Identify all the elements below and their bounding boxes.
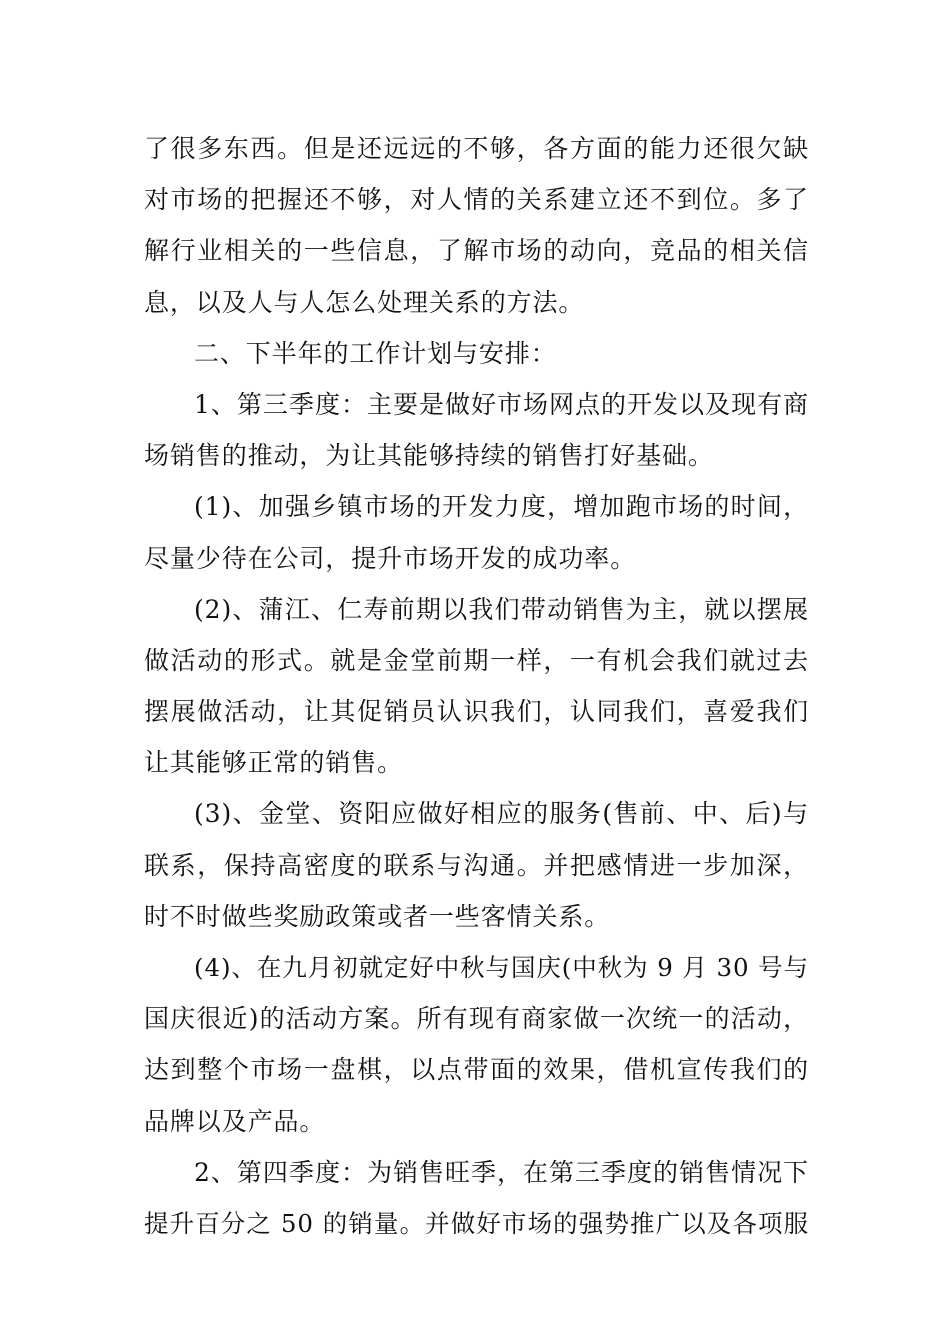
- text-line: 息，以及人与人怎么处理关系的方法。: [144, 287, 585, 317]
- text-line: 场销售的推动，为让其能够持续的销售打好基础。: [144, 441, 714, 471]
- text-line: (1)、加强乡镇市场的开发力度，增加跑市场的时间，: [194, 492, 809, 522]
- text-line: 品牌以及产品。: [144, 1106, 326, 1136]
- text-line: 解行业相关的一些信息，了解市场的动向，竞品的相关信: [144, 236, 809, 266]
- text-line: 尽量少待在公司，提升市场开发的成功率。: [144, 543, 637, 573]
- text-line: 达到整个市场一盘棋，以点带面的效果，借机宣传我们的: [144, 1055, 809, 1085]
- text-line: 摆展做活动，让其促销员认识我们，认同我们，喜爱我们: [144, 697, 809, 727]
- text-line: 提升百分之 50 的销量。并做好市场的强势推广以及各项服: [144, 1208, 809, 1238]
- document-body: [144, 123, 809, 1249]
- text-line: 做活动的形式。就是金堂前期一样，一有机会我们就过去: [144, 645, 809, 675]
- section-heading: 二、下半年的工作计划与安排：: [194, 338, 557, 368]
- text-line: 对市场的把握还不够，对人情的关系建立还不到位。多了: [144, 185, 809, 215]
- text-line: 2、第四季度：为销售旺季，在第三季度的销售情况下: [194, 1157, 809, 1187]
- text-line: (3)、金堂、资阳应做好相应的服务(售前、中、后)与: [194, 799, 809, 829]
- text-line: 时不时做些奖励政策或者一些客情关系。: [144, 901, 611, 931]
- text-line: 国庆很近)的活动方案。所有现有商家做一次统一的活动，: [144, 1004, 809, 1034]
- text-line: 联系，保持高密度的联系与沟通。并把感情进一步加深，: [144, 850, 809, 880]
- text-line: (4)、在九月初就定好中秋与国庆(中秋为 9 月 30 号与: [194, 953, 809, 982]
- text-line: 让其能够正常的销售。: [144, 748, 404, 778]
- text-line: 了很多东西。但是还远远的不够，各方面的能力还很欠缺: [144, 134, 809, 163]
- text-line: 1、第三季度：主要是做好市场网点的开发以及现有商: [194, 389, 809, 419]
- text-line: (2)、蒲江、仁寿前期以我们带动销售为主，就以摆展: [194, 594, 809, 624]
